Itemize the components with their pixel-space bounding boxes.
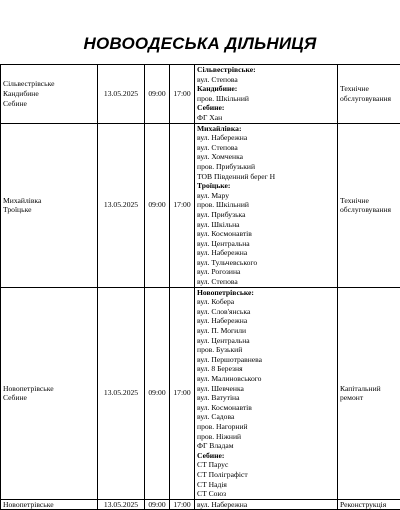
work-type-cell-line: ремонт — [340, 393, 400, 403]
settlements-cell-line: Кандибине — [3, 89, 95, 99]
street-item: вул. Центральна — [197, 336, 335, 346]
date-cell: 13.05.2025 — [98, 287, 145, 499]
settlement-heading: Троїцьке: — [197, 181, 335, 191]
work-type-cell — [338, 65, 400, 124]
work-type-cell-line: Реконструкція — [340, 500, 400, 510]
page-title: НОВООДЕСЬКА ДІЛЬНИЦЯ — [0, 34, 400, 54]
streets-cell — [195, 65, 338, 124]
street-item: ФГ Хан — [197, 113, 335, 123]
street-item: вул. Першотравнева — [197, 355, 335, 365]
settlements-cell-line: Сільвестрівське — [3, 79, 95, 89]
street-item: вул. Ватутіна — [197, 393, 335, 403]
street-item: вул. Прибузька — [197, 210, 335, 220]
work-type-cell — [338, 287, 400, 499]
street-item: вул. Космонавтів — [197, 403, 335, 413]
street-item: пров. Бузький — [197, 345, 335, 355]
table-row — [1, 499, 400, 510]
street-item: вул. Набережна — [197, 133, 335, 143]
street-item: вул. 8 Березня — [197, 364, 335, 374]
street-item: ФГ Владам — [197, 441, 335, 451]
end-time-cell: 17:00 — [170, 287, 195, 499]
date-cell: 13.05.2025 — [98, 65, 145, 124]
street-item: СТ Парус — [197, 460, 335, 470]
street-item: СТ Поліграфіст — [197, 470, 335, 480]
street-item: пров. Прибузький — [197, 162, 335, 172]
street-item: вул. Рогозина — [197, 267, 335, 277]
settlement-heading: Себине: — [197, 103, 335, 113]
settlements-cell — [1, 499, 98, 510]
street-item: вул. Слов'янська — [197, 307, 335, 317]
street-item: вул. Садова — [197, 412, 335, 422]
street-item: вул. Степова — [197, 143, 335, 153]
street-item: вул. Набережна — [197, 500, 335, 510]
start-time-cell: 09:00 — [145, 65, 170, 124]
settlements-cell — [1, 123, 98, 287]
work-type-cell — [338, 499, 400, 510]
table-row — [1, 123, 400, 287]
work-type-cell-line: Технічне — [340, 196, 400, 206]
settlement-heading: Сільвестрівське: — [197, 65, 335, 75]
work-type-cell-line: обслуговування — [340, 205, 400, 215]
street-item: вул. Космонавтів — [197, 229, 335, 239]
street-item: вул. Шевченка — [197, 384, 335, 394]
street-item: вул. П. Могили — [197, 326, 335, 336]
settlements-cell — [1, 65, 98, 124]
work-type-cell-line: Технічне — [340, 84, 400, 94]
street-item: вул. Центральна — [197, 239, 335, 249]
street-item: вул. Тульчевського — [197, 258, 335, 268]
street-item: СТ Союз — [197, 489, 335, 499]
settlements-cell — [1, 287, 98, 499]
street-item: вул. Шкільна — [197, 220, 335, 230]
settlement-heading: Михайлівка: — [197, 124, 335, 134]
end-time-cell: 17:00 — [170, 499, 195, 510]
settlements-cell-line: Михайлівка — [3, 196, 95, 206]
date-cell: 13.05.2025 — [98, 499, 145, 510]
settlement-heading: Себине: — [197, 451, 335, 461]
street-item: СТ Надія — [197, 480, 335, 490]
street-item: вул. Набережна — [197, 248, 335, 258]
end-time-cell: 17:00 — [170, 65, 195, 124]
settlements-cell-line: Себине — [3, 99, 95, 109]
table-row — [1, 65, 400, 124]
settlement-heading: Кандибине: — [197, 84, 335, 94]
settlements-cell-line: Новопетрівське — [3, 384, 95, 394]
street-item: пров. Нагорний — [197, 422, 335, 432]
streets-cell — [195, 287, 338, 499]
street-item: пров. Шкільний — [197, 94, 335, 104]
street-item: пров. Ніжний — [197, 432, 335, 442]
streets-cell — [195, 123, 338, 287]
start-time-cell: 09:00 — [145, 123, 170, 287]
outage-schedule-table — [0, 64, 400, 510]
street-item: вул. Мару — [197, 191, 335, 201]
date-cell: 13.05.2025 — [98, 123, 145, 287]
street-item: вул. Степова — [197, 277, 335, 287]
streets-cell — [195, 499, 338, 510]
start-time-cell: 09:00 — [145, 499, 170, 510]
work-type-cell — [338, 123, 400, 287]
work-type-cell-line: Капітальний — [340, 384, 400, 394]
street-item: вул. Набережна — [197, 316, 335, 326]
street-item: ТОВ Південний берег Н — [197, 172, 335, 182]
table-row — [1, 287, 400, 499]
work-type-cell-line: обслуговування — [340, 94, 400, 104]
street-item: пров. Шкільний — [197, 200, 335, 210]
street-item: вул. Малиновського — [197, 374, 335, 384]
settlements-cell-line: Новопетрівське — [3, 500, 95, 510]
schedule-body — [1, 65, 400, 510]
street-item: вул. Хомченка — [197, 152, 335, 162]
settlements-cell-line: Троїцьке — [3, 205, 95, 215]
settlements-cell-line: Себине — [3, 393, 95, 403]
street-item: вул. Кобера — [197, 297, 335, 307]
settlement-heading: Новопетрівське: — [197, 288, 335, 298]
start-time-cell: 09:00 — [145, 287, 170, 499]
street-item: вул. Степова — [197, 75, 335, 85]
end-time-cell: 17:00 — [170, 123, 195, 287]
